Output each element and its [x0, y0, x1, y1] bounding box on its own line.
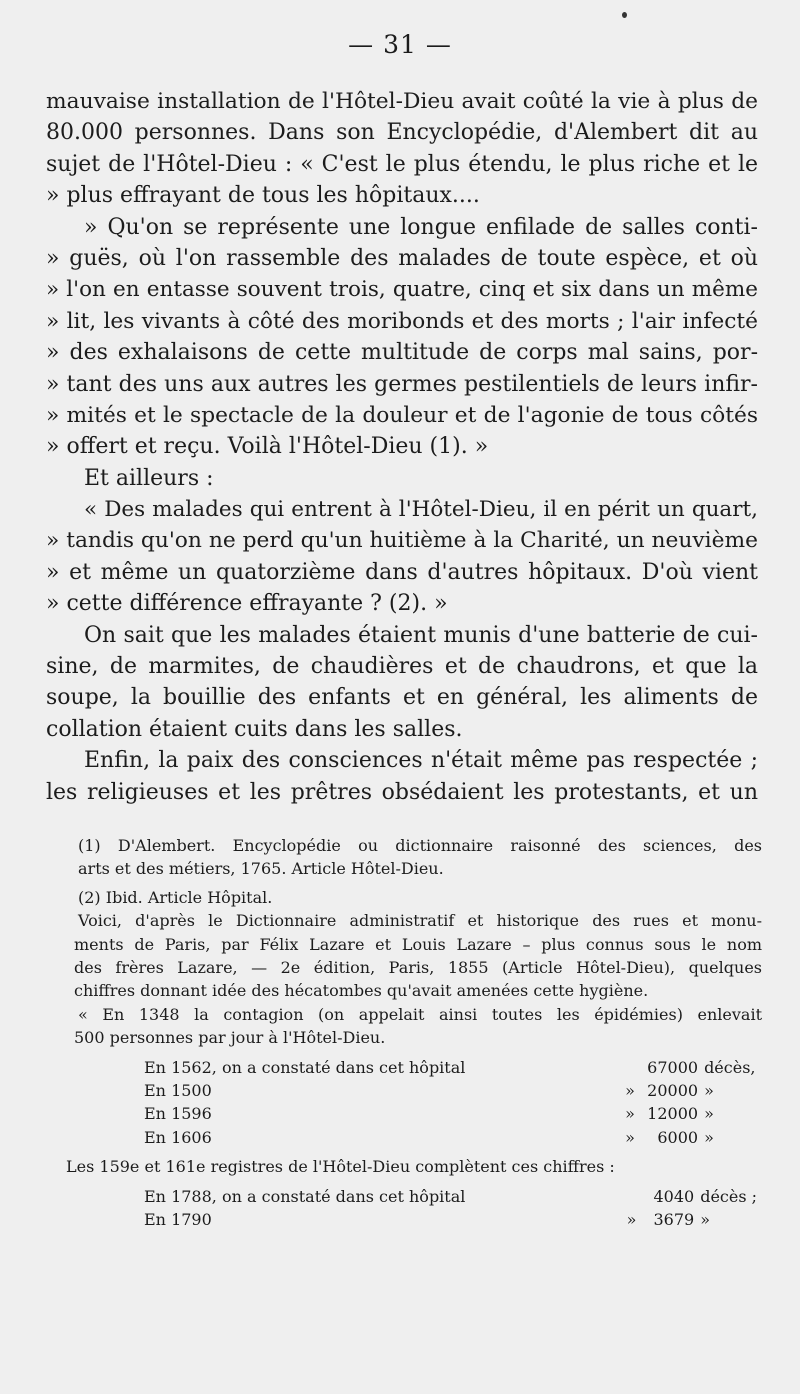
body-line: collation étaient cuits dans les salles.	[46, 716, 463, 742]
death-count: 12000	[647, 1104, 699, 1124]
ditto-mark	[485, 1056, 635, 1079]
deaths-table-2	[78, 1185, 762, 1232]
footnotes	[66, 834, 762, 1231]
body-line: « Des malades qui entrent à l'Hôtel-Dieu, il en périt un quart,	[84, 497, 758, 523]
table-row	[144, 1208, 762, 1231]
body-line: » cette différence effrayante ? (2). »	[46, 591, 448, 617]
body-line: On sait que les malades étaient munis d'une batterie de cui-	[84, 622, 758, 648]
body-line: » offert et reçu. Voilà l'Hôtel-Dieu (1). »	[46, 434, 489, 460]
ditto-mark: »	[625, 1127, 635, 1147]
row-label: En 1606	[144, 1127, 212, 1147]
ink-speck	[622, 12, 627, 18]
row-label: En 1596	[144, 1104, 212, 1124]
body-line: Et ailleurs :	[84, 465, 214, 491]
footnote-quote-line: 500 personnes par jour à l'Hôtel-Dieu.	[74, 1028, 386, 1048]
table-row	[144, 1126, 762, 1149]
row-label: En 1788, on a constaté dans cet hôpital	[144, 1186, 466, 1206]
body-line: » et même un quatorzième dans d'autres hôpitaux. D'où vient	[46, 559, 758, 585]
body-line: soupe, la bouillie des enfants et en général, les aliments de	[46, 685, 758, 711]
ditto-mark: »	[626, 1209, 637, 1229]
body-line: » Qu'on se représente une longue enfilade de salles conti-	[84, 214, 758, 240]
body-line: » tandis qu'on ne perd qu'un huitième à la Charité, un neuvième	[46, 528, 758, 554]
row-label: En 1562, on a constaté dans cet hôpital	[144, 1057, 466, 1077]
deaths-table	[144, 1056, 762, 1150]
body-line: » plus effrayant de tous les hôpitaux....	[46, 183, 480, 209]
footnote-2: (2) Ibid. Article Hôpital.	[78, 887, 273, 907]
body-line: les religieuses et les prêtres obsédaient les protestants, et un	[46, 779, 758, 805]
ditto-mark: »	[704, 1127, 714, 1147]
body-line: Enfin, la paix des consciences n'était même pas respectée ;	[84, 748, 758, 774]
body-text	[46, 86, 758, 808]
table-row	[144, 1185, 762, 1208]
death-count: 4040	[653, 1186, 695, 1206]
row-label: En 1790	[144, 1209, 212, 1229]
ditto-mark	[487, 1185, 637, 1208]
table-row	[144, 1079, 762, 1102]
body-line: » tant des uns aux autres les germes pestilentiels de leurs infir-	[46, 371, 758, 397]
body-line: » des exhalaisons de cette multitude de corps mal sains, por-	[46, 340, 758, 366]
body-line: sujet de l'Hôtel-Dieu : « C'est le plus étendu, le plus riche et le	[46, 151, 758, 177]
footnote-quote-line: « En 1348 la contagion (on appelait ainsi toutes les épidémies) enlevait	[78, 1004, 762, 1024]
table-row	[144, 1102, 762, 1125]
body-line: 80.000 personnes. Dans son Encyclopédie, d'Alembert dit au	[46, 120, 758, 146]
death-count: 20000	[647, 1080, 699, 1100]
ditto-mark: »	[625, 1080, 635, 1100]
footnote-paragraph-line: Voici, d'après le Dictionnaire administratif et historique des rues et monu-	[78, 911, 762, 931]
row-label: En 1500	[144, 1080, 212, 1100]
row-tail: décès,	[704, 1057, 756, 1077]
ditto-mark: »	[704, 1080, 714, 1100]
footnote-1-continued: arts et des métiers, 1765. Article Hôtel-Dieu.	[78, 859, 444, 879]
footnote-paragraph-line: ments de Paris, par Félix Lazare et Louis Lazare – plus connus sous le nom	[74, 934, 762, 954]
body-line: » lit, les vivants à côté des moribonds et des morts ; l'air infecté	[46, 308, 758, 334]
registers-line: Les 159e et 161e registres de l'Hôtel-Dieu complètent ces chiffres :	[66, 1157, 615, 1177]
body-line: » l'on en entasse souvent trois, quatre, cinq et six dans un même	[46, 277, 758, 303]
table-row	[144, 1056, 762, 1079]
ditto-mark: »	[625, 1104, 635, 1124]
deaths-table	[144, 1185, 762, 1232]
row-tail: décès ;	[700, 1186, 758, 1206]
body-line: mauvaise installation de l'Hôtel-Dieu avait coûté la vie à plus de	[46, 89, 758, 114]
body-line: » guës, où l'on rassemble des malades de toute espèce, et où	[46, 245, 758, 271]
footnote-paragraph-line: des frères Lazare, — 2e édition, Paris, 1855 (Article Hôtel-Dieu), quelques	[74, 957, 762, 977]
page-number: — 31 —	[348, 30, 452, 59]
deaths-table-1	[78, 1056, 762, 1150]
footnote-1: (1) D'Alembert. Encyclopédie ou dictionnaire raisonné des sciences, des	[78, 836, 762, 855]
death-count: 3679	[653, 1209, 695, 1229]
body-line: sine, de marmites, de chaudières et de chaudrons, et que la	[46, 654, 758, 680]
death-count: 67000	[647, 1057, 699, 1077]
ditto-mark: »	[700, 1209, 710, 1229]
footnote-paragraph-line: chiffres donnant idée des hécatombes qu'avait amenées cette hygiène.	[74, 981, 649, 1001]
death-count: 6000	[657, 1127, 699, 1147]
body-line: » mités et le spectacle de la douleur et de l'agonie de tous côtés	[46, 402, 758, 428]
ditto-mark: »	[704, 1104, 714, 1124]
